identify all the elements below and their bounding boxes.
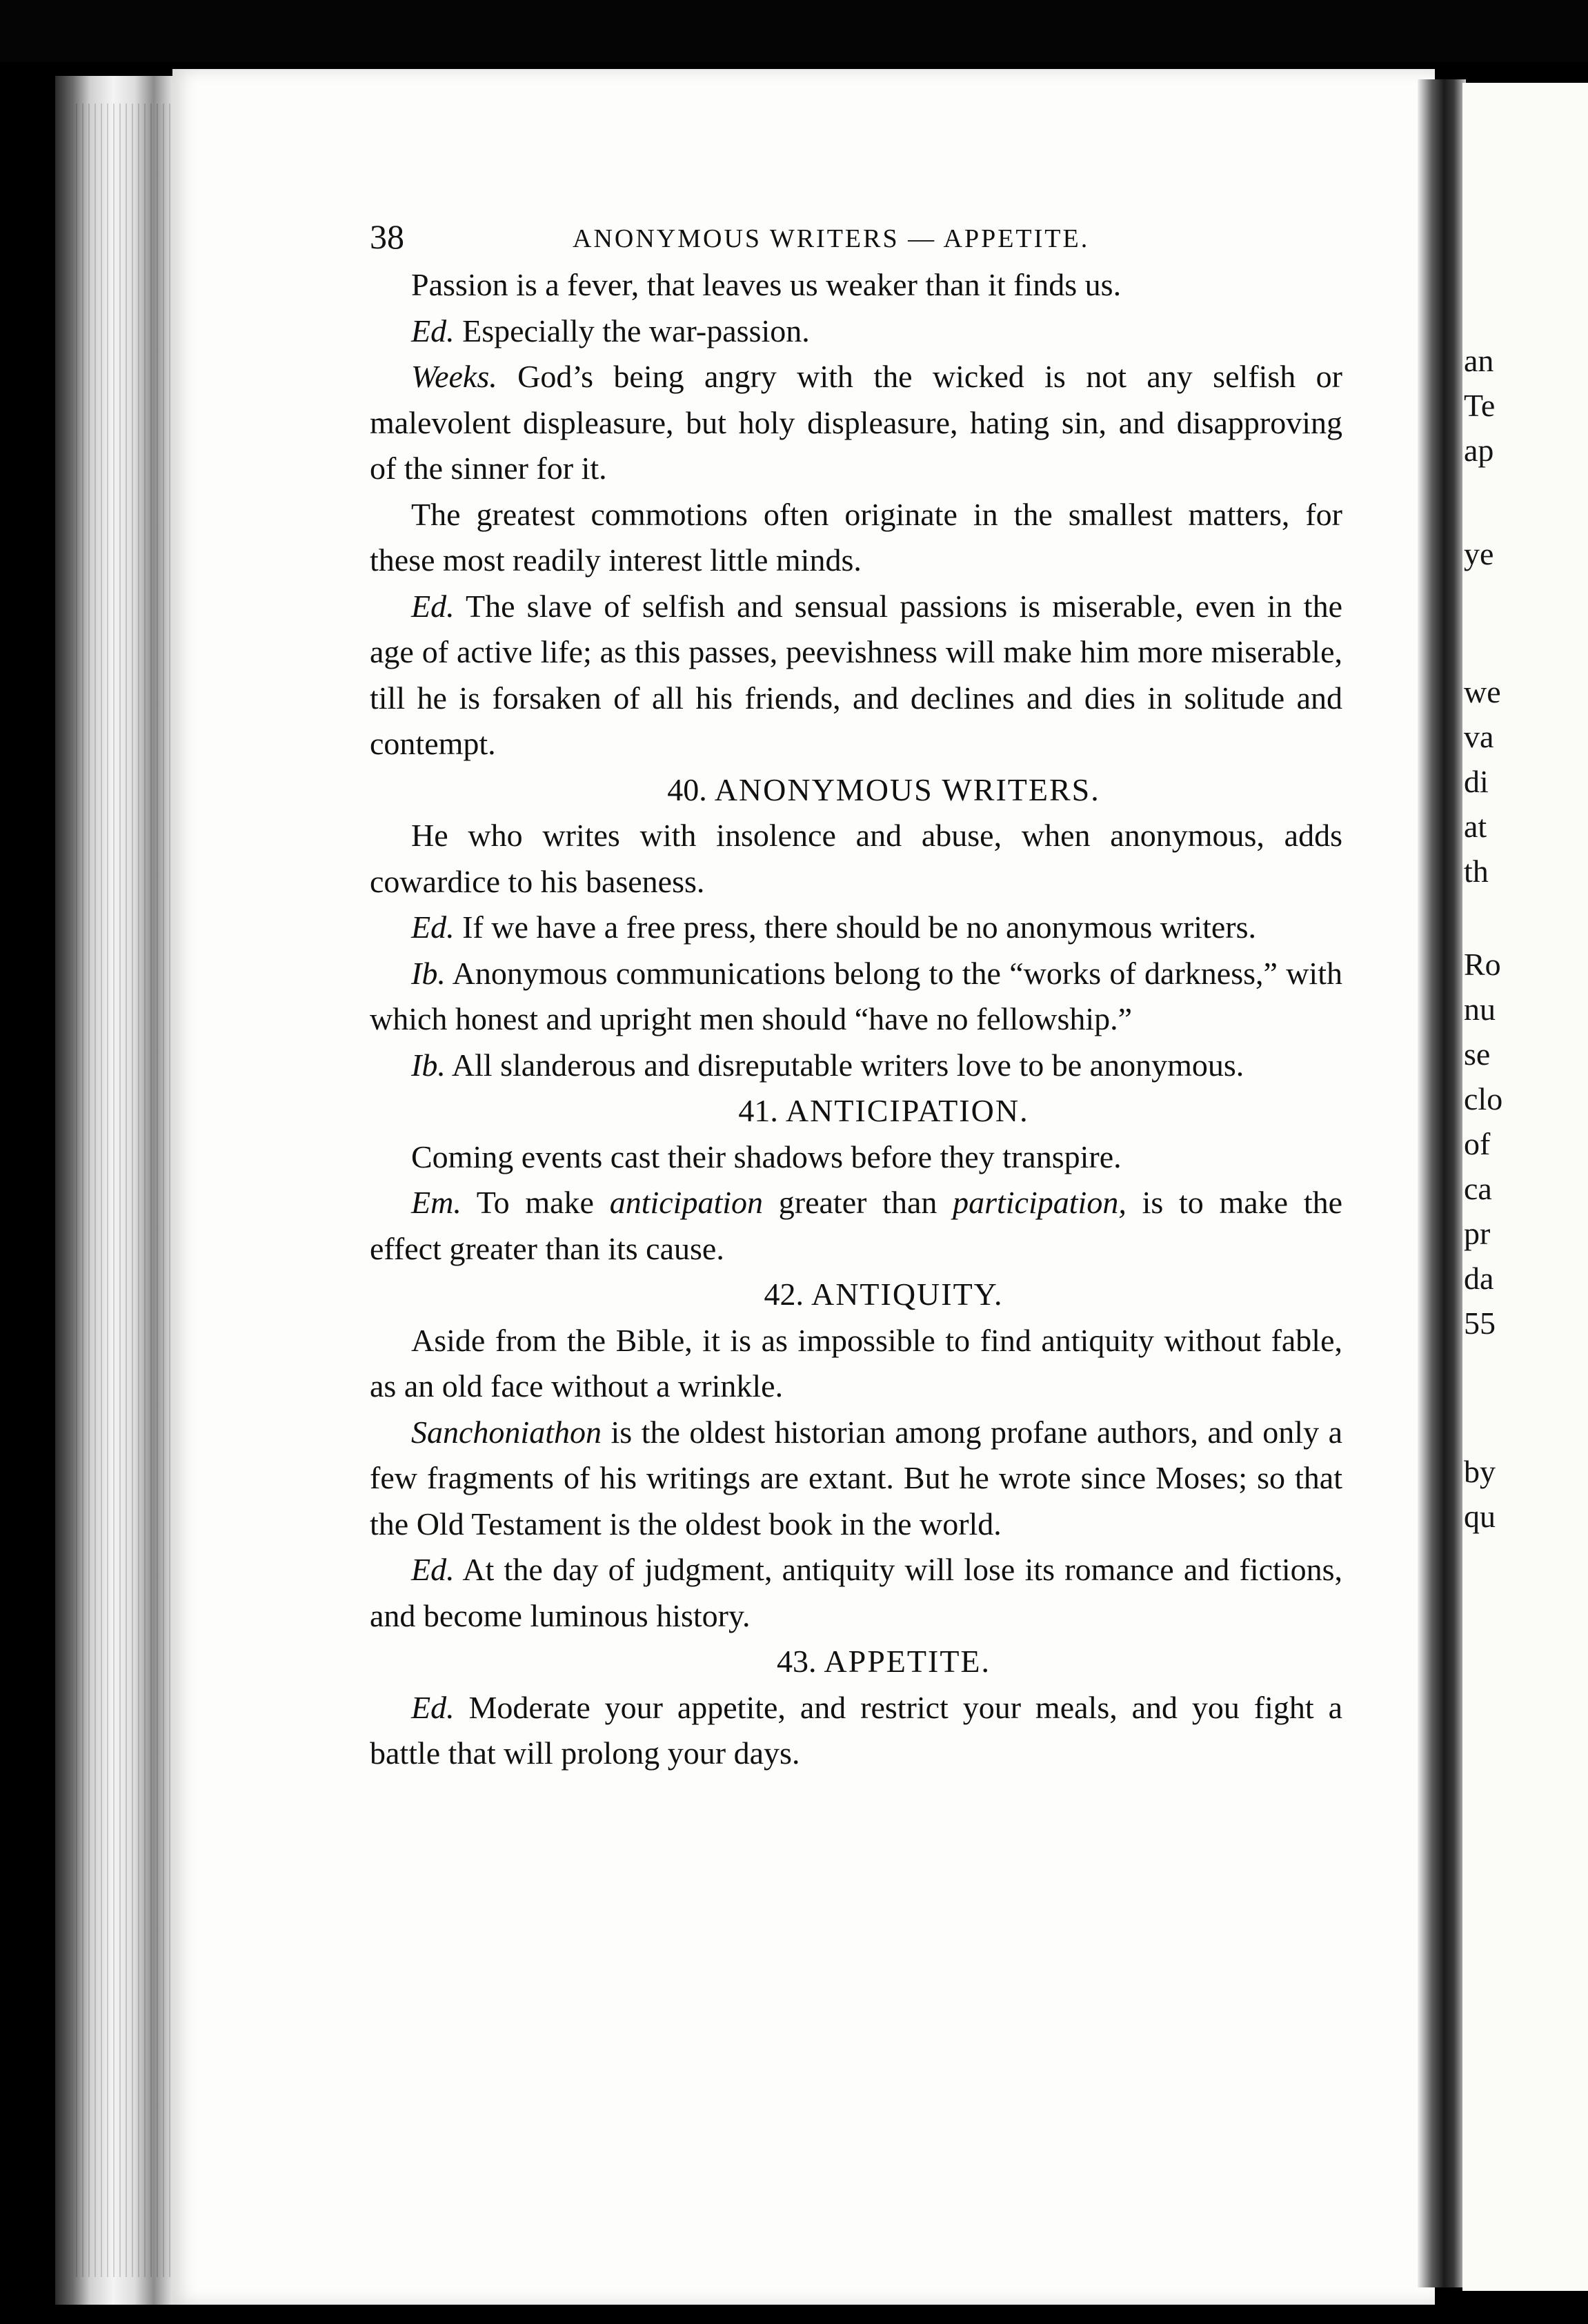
facing-fragment: ye bbox=[1464, 536, 1494, 571]
facing-fragment: at bbox=[1464, 809, 1487, 844]
page-edge-texture bbox=[76, 104, 179, 2277]
paragraph-text: The slave of selfish and sensual passions is miserable, even in the age of active life; as this passes, peevishness will make him more miserable, till he is forsaken of all his friends, and declines and dies in solitude and contempt. bbox=[370, 588, 1342, 761]
paragraph bbox=[370, 1318, 1342, 1410]
page-header bbox=[370, 207, 1342, 262]
emphasis: participation, bbox=[953, 1185, 1127, 1220]
section-number: 41. bbox=[738, 1093, 778, 1128]
attribution: Ed. bbox=[411, 1552, 455, 1587]
facing-fragment: clo bbox=[1464, 1081, 1503, 1116]
paragraph bbox=[370, 308, 1342, 355]
paragraph bbox=[370, 492, 1342, 584]
attribution: Ed. bbox=[411, 313, 455, 348]
facing-fragment: Te bbox=[1464, 388, 1496, 423]
facing-fragment: ap bbox=[1464, 433, 1494, 468]
paragraph bbox=[370, 584, 1342, 767]
paragraph bbox=[370, 262, 1342, 308]
paragraph-text: Aside from the Bible, it is as impossible to find antiquity without fable, as an old face without a wrinkle. bbox=[370, 1322, 1342, 1404]
facing-fragment: va bbox=[1464, 719, 1494, 754]
paragraph bbox=[370, 1547, 1342, 1639]
facing-fragment: we bbox=[1464, 674, 1501, 709]
paragraph bbox=[370, 951, 1342, 1043]
section-title: APPETITE. bbox=[824, 1644, 991, 1679]
paragraph bbox=[370, 1134, 1342, 1181]
paragraph-text: greater than bbox=[778, 1185, 937, 1220]
attribution: Ib. bbox=[411, 955, 446, 991]
section-title: ANTICIPATION. bbox=[785, 1093, 1029, 1128]
section-heading-41 bbox=[370, 1088, 1342, 1134]
section-number: 40. bbox=[667, 771, 707, 807]
section-heading-42 bbox=[370, 1272, 1342, 1318]
paragraph-text: If we have a free press, there should be no anonymous writers. bbox=[462, 909, 1257, 945]
paragraph bbox=[370, 813, 1342, 905]
paragraph bbox=[370, 1685, 1342, 1777]
attribution: Ib. bbox=[411, 1047, 446, 1083]
paragraph-text: Especially the war-passion. bbox=[462, 313, 810, 348]
paragraph bbox=[370, 1043, 1342, 1089]
facing-fragment: ca bbox=[1464, 1171, 1492, 1206]
book-gutter bbox=[1418, 79, 1466, 2287]
scan-border-top bbox=[0, 0, 1588, 62]
attribution: Em. bbox=[411, 1185, 461, 1220]
facing-fragment: of bbox=[1464, 1126, 1491, 1161]
page-text bbox=[370, 207, 1342, 1777]
attribution: Ed. bbox=[411, 909, 455, 945]
paragraph-text: is the oldest historian among profane authors, and only a few fragments of his writings are extant. But he wrote since Moses; so that the Old Testament is the oldest book in the world. bbox=[370, 1414, 1343, 1542]
section-number: 43. bbox=[776, 1644, 817, 1679]
paragraph-text: Coming events cast their shadows before they transpire. bbox=[411, 1139, 1122, 1174]
paragraph-text: God’s being angry with the wicked is not any selfish or malevolent displeasure, but holy displeasure, hating sin, and disapproving of the sinner for it. bbox=[370, 359, 1342, 486]
facing-fragment: 55 bbox=[1464, 1306, 1496, 1341]
section-title: ANONYMOUS WRITERS. bbox=[714, 771, 1100, 807]
facing-fragment: Ro bbox=[1464, 947, 1501, 982]
paragraph-text: To make bbox=[476, 1185, 594, 1220]
paragraph-text: Anonymous communications belong to the “works of darkness,” with which honest and upright men should “have no fellowship.” bbox=[370, 955, 1342, 1036]
attribution: Ed. bbox=[411, 588, 455, 624]
section-title: ANTIQUITY. bbox=[811, 1277, 1004, 1312]
facing-fragment: da bbox=[1464, 1261, 1494, 1296]
paragraph bbox=[370, 354, 1342, 492]
running-head: ANONYMOUS WRITERS — APPETITE. bbox=[573, 224, 1090, 253]
paragraph-text: The greatest commotions often originate in the smallest matters, for these most readily interest little minds. bbox=[370, 496, 1342, 578]
emphasis: anticipation bbox=[609, 1185, 764, 1220]
attribution: Weeks. bbox=[411, 359, 497, 394]
facing-page bbox=[1462, 83, 1588, 2291]
facing-fragment: th bbox=[1464, 854, 1489, 889]
paragraph bbox=[370, 905, 1342, 951]
facing-fragment: an bbox=[1464, 343, 1494, 378]
section-number: 42. bbox=[764, 1277, 804, 1312]
scan-border-bottom bbox=[0, 2305, 1588, 2324]
facing-fragment: qu bbox=[1464, 1499, 1496, 1534]
facing-fragment: nu bbox=[1464, 992, 1496, 1027]
paragraph-text: Moderate your appetite, and restrict your meals, and you fight a battle that will prolong your days. bbox=[370, 1689, 1342, 1771]
paragraph-text: All slanderous and disreputable writers love to be anonymous. bbox=[451, 1047, 1244, 1083]
paragraph-text: Passion is a fever, that leaves us weaker than it finds us. bbox=[411, 267, 1122, 302]
paragraph bbox=[370, 1410, 1342, 1548]
paragraph bbox=[370, 1180, 1342, 1272]
paragraph-text: At the day of judgment, antiquity will lose its romance and fictions, and become luminous history. bbox=[370, 1552, 1342, 1633]
page-number: 38 bbox=[370, 217, 404, 256]
facing-fragment: se bbox=[1464, 1036, 1491, 1072]
facing-fragment: di bbox=[1464, 764, 1489, 799]
section-heading-43 bbox=[370, 1639, 1342, 1685]
facing-fragment: by bbox=[1464, 1454, 1496, 1489]
attribution: Ed. bbox=[411, 1689, 455, 1725]
emphasis: Sanchoniathon bbox=[411, 1414, 602, 1450]
paragraph-text: He who writes with insolence and abuse, when anonymous, adds cowardice to his baseness. bbox=[370, 818, 1342, 899]
facing-fragment: pr bbox=[1464, 1216, 1491, 1251]
paragraph-text: is to make the effect greater than its cause. bbox=[370, 1185, 1343, 1266]
section-heading-40 bbox=[370, 767, 1342, 814]
